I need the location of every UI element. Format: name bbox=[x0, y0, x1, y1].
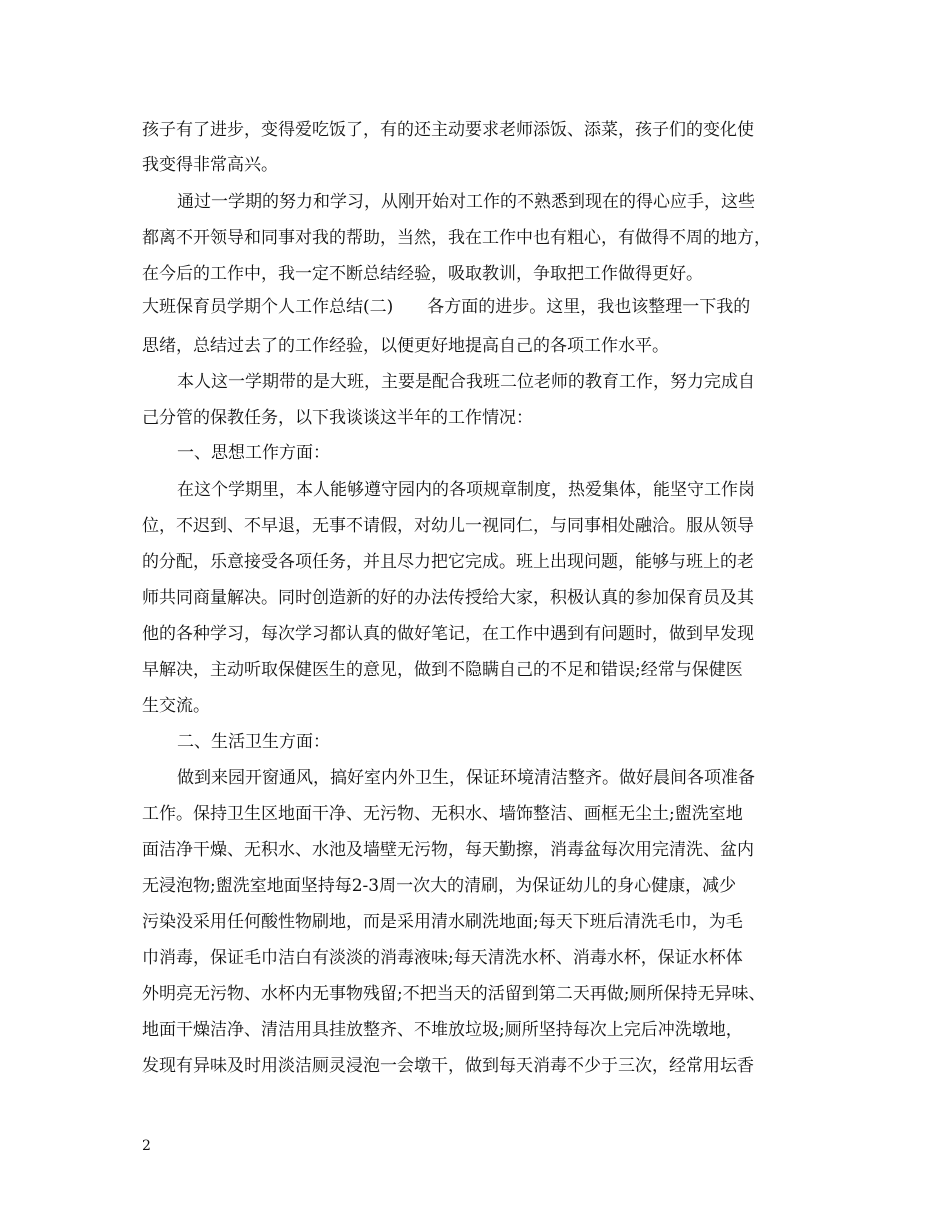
section-heading: 一、思想工作方面： bbox=[177, 443, 330, 463]
text-line: 早解决，主动听取保健医生的意见，做到不隐瞒自己的不足和错误;经常与保健医 bbox=[142, 660, 743, 680]
text-line: 做到来园开窗通风，搞好室内外卫生，保证环境清洁整齐。做好晨间各项准备 bbox=[177, 768, 755, 788]
text-line: 生交流。 bbox=[142, 696, 210, 716]
section-heading: 二、生活卫生方面： bbox=[177, 732, 330, 752]
text-line: 的分配，乐意接受各项任务，并且尽力把它完成。班上出现问题，能够与班上的老 bbox=[142, 552, 754, 572]
text-line: 都离不开领导和同事对我的帮助，当然，我在工作中也有粗心，有做得不周的地方， bbox=[142, 228, 771, 248]
text-line: 通过一学期的努力和学习，从刚开始对工作的不熟悉到现在的得心应手，这些 bbox=[177, 192, 755, 212]
text-line: 思绪，总结过去了的工作经验，以便更好地提高自己的各项工作水平。 bbox=[142, 336, 669, 356]
text-line: 在今后的工作中，我一定不断总结经验，吸取教训，争取把工作做得更好。 bbox=[142, 264, 703, 284]
text-line: 我变得非常高兴。 bbox=[142, 155, 278, 175]
text-line: 孩子有了进步，变得爱吃饭了，有的还主动要求老师添饭、添菜，孩子们的变化使 bbox=[142, 120, 754, 140]
text-line: 师共同商量解决。同时创造新的好的办法传授给大家，积极认真的参加保育员及其 bbox=[142, 588, 754, 608]
text-line: 位，不迟到、不早退，无事不请假，对幼儿一视同仁，与同事相处融洽。服从领导 bbox=[142, 516, 754, 536]
text-line: 大班保育员学期个人工作总结(二) 各方面的进步。这里，我也该整理一下我的 bbox=[142, 297, 751, 317]
text-line: 本人这一学期带的是大班，主要是配合我班二位老师的教育工作，努力完成自 bbox=[177, 372, 755, 392]
text-line: 在这个学期里，本人能够遵守园内的各项规章制度，热爱集体，能坚守工作岗 bbox=[177, 480, 755, 500]
text-line: 发现有异味及时用淡洁厕灵浸泡一会墩干，做到每天消毒不少于三次，经常用坛香 bbox=[142, 1056, 754, 1076]
text-line: 己分管的保教任务，以下我谈谈这半年的工作情况： bbox=[142, 408, 533, 428]
text-line: 污染没采用任何酸性物刷地，而是采用清水刷洗地面;每天下班后清洗毛巾，为毛 bbox=[142, 912, 743, 932]
page-number: 2 bbox=[142, 1138, 151, 1154]
text-line: 外明亮无污物、水杯内无事物残留;不把当天的活留到第二天再做;厕所保持无异味、 bbox=[142, 984, 766, 1004]
text-line: 地面干燥洁净、清洁用具挂放整齐、不堆放垃圾;厕所坚持每次上完后冲洗墩地， bbox=[142, 1020, 743, 1040]
text-line: 巾消毒，保证毛巾洁白有淡淡的消毒液味;每天清洗水杯、消毒水杯，保证水杯体 bbox=[142, 948, 743, 968]
text-line: 工作。保持卫生区地面干净、无污物、无积水、墙饰整洁、画框无尘土;盥洗室地 bbox=[142, 804, 743, 824]
text-line: 无浸泡物;盥洗室地面坚持每2-3周一次大的清刷，为保证幼儿的身心健康，减少 bbox=[142, 876, 737, 896]
text-line: 面洁净干燥、无积水、水池及墙壁无污物，每天勤擦，消毒盆每次用完清洗、盆内 bbox=[142, 840, 754, 860]
text-line: 他的各种学习，每次学习都认真的做好笔记，在工作中遇到有问题时，做到早发现 bbox=[142, 624, 754, 644]
